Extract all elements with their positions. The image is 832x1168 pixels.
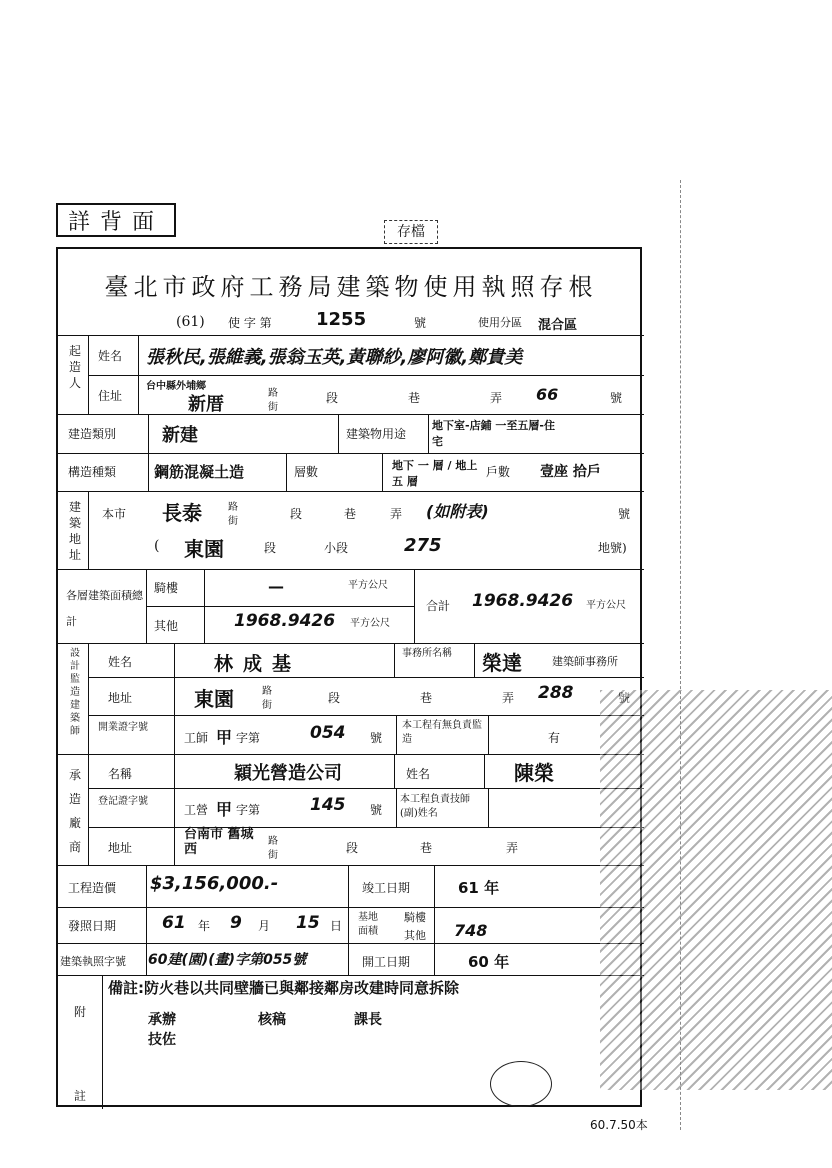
rule [88, 715, 644, 716]
issue-month-unit: 月 [258, 919, 271, 933]
rule [148, 414, 149, 491]
architect-signoff-label: 本工程有無負責監造 [402, 720, 482, 745]
architect-license-prefix: 工師 [184, 731, 209, 745]
contractor-address-label: 地址 [108, 841, 133, 855]
contractor-reg-no: 145 [310, 795, 346, 815]
site-district: 東園 [184, 537, 224, 561]
sign-2: 核稿 [258, 1012, 286, 1028]
contractor-person-label: 姓名 [406, 767, 431, 781]
use-value: 地下室-店鋪 一至五層-住宅 [432, 419, 555, 448]
number-value: 1255 [316, 309, 367, 330]
contractor-road-suffix: 路 街 [268, 836, 278, 861]
architect-license-grade: 甲 [216, 728, 233, 747]
households-value: 壹座 拾戶 [540, 464, 601, 480]
floors-value: 地下 一 層 / 地上 五 層 [392, 459, 478, 488]
contractor-reg-prefix: 工營 [184, 803, 209, 817]
contractor-name: 穎光營造公司 [234, 763, 342, 784]
archive-stamp: 存檔 [384, 220, 438, 244]
floors-label: 層數 [294, 465, 319, 479]
remarks-label-2: 註 [74, 1089, 87, 1103]
area-arcade-value: — [268, 577, 284, 596]
contractor-name-label: 名稱 [108, 767, 133, 781]
rule [488, 788, 489, 827]
rule [488, 715, 489, 754]
permit-form [56, 247, 642, 1107]
rule [102, 975, 103, 1109]
rule [396, 788, 397, 827]
structure-value: 鋼筋混凝土造 [154, 463, 245, 481]
contractor-reg-mid: 字第 [236, 803, 261, 817]
architect-name: 林成基 [214, 653, 302, 675]
site-lot-suffix: 地號) [598, 541, 627, 555]
issue-day: 15 [296, 913, 320, 933]
base-arcade-label: 騎樓 [404, 911, 426, 924]
site-num-suffix: 號 [618, 507, 631, 521]
contractor-reg-label: 登記證字號 [98, 796, 148, 807]
rule [434, 865, 435, 975]
remarks-text: 備註:防火巷以共同壁牆已與鄰接鄰房改建時同意拆除 [108, 979, 460, 997]
applicant-address-pre: 台中縣外埔鄉 [146, 381, 206, 392]
zone-value: 混合區 [538, 318, 578, 333]
architect-lane: 段 [328, 691, 341, 705]
base-label: 基地面積 [358, 912, 378, 937]
architect-office: 榮達 [482, 651, 522, 675]
rule [58, 414, 644, 415]
rule [394, 643, 395, 677]
contractor-reg-suffix: 號 [370, 803, 383, 817]
rule [88, 827, 644, 828]
base-other-value: 748 [454, 921, 488, 940]
applicant-num-suffix: 號 [610, 391, 623, 405]
architect-office-label: 事務所名稱 [402, 648, 452, 659]
architect-num-suffix: 號 [618, 691, 631, 705]
site-subsection: 小段 [324, 541, 349, 555]
contractor-reg-grade: 甲 [216, 800, 233, 819]
architect-license-mid: 字第 [236, 731, 261, 745]
footer-code: 60.7.50本 [590, 1118, 648, 1132]
sign-1: 承辦 技佐 [148, 1012, 176, 1048]
rule [474, 643, 475, 677]
applicant-name-label: 姓名 [98, 349, 123, 363]
use-label: 建築物用途 [346, 427, 407, 441]
applicant-number: 66 [536, 385, 559, 404]
applicant-lane: 段 [326, 391, 339, 405]
issue-year-unit: 年 [198, 919, 211, 933]
remarks-label-1: 附 [74, 1005, 87, 1019]
permit-label: 建築執照字號 [60, 955, 126, 968]
rule [88, 491, 89, 569]
contractor-person: 陳榮 [514, 761, 554, 785]
applicant-names: 張秋民,張維義,張翁玉英,黃聯紗,廖阿徽,鄭貴美 [146, 347, 523, 368]
site-city: 本市 [102, 507, 127, 521]
site-paren: ( [154, 538, 160, 554]
rule [428, 414, 429, 453]
architect-license-suffix: 號 [370, 731, 383, 745]
architect-office-suffix: 建築師事務所 [552, 655, 618, 668]
rule [414, 569, 415, 643]
rule [146, 865, 147, 975]
site-lane: 段 [290, 507, 303, 521]
area-arcade-label: 騎樓 [154, 581, 179, 595]
cost-label: 工程造價 [68, 881, 117, 895]
applicant-road: 新厝 [188, 394, 224, 415]
contractor-road: 台南市 舊城西 [184, 827, 254, 857]
finish-value: 61 年 [458, 879, 500, 897]
issue-day-unit: 日 [330, 919, 343, 933]
architect-license-no: 054 [310, 723, 346, 743]
start-label: 開工日期 [362, 955, 411, 969]
site-alley: 巷 [344, 507, 357, 521]
structure-label: 構造種類 [68, 465, 117, 479]
applicant-alley: 巷 [408, 391, 421, 405]
area-other-value: 1968.9426 [234, 611, 336, 631]
area-total-label: 合計 [426, 599, 451, 613]
rule [286, 453, 287, 491]
site-lot: 275 [404, 535, 442, 556]
applicant-road-suffix: 路 街 [268, 388, 278, 413]
architect-signoff-value: 有 [548, 731, 561, 745]
building-type: 新建 [162, 425, 198, 446]
area-total-value: 1968.9426 [472, 591, 574, 611]
rule [484, 754, 485, 788]
contractor-side-label: 承造廠商 [68, 768, 81, 854]
cost-value: $3,156,000.- [150, 873, 279, 894]
contractor-lane2: 弄 [506, 841, 519, 855]
contractor-alley: 巷 [420, 841, 433, 855]
architect-road: 東園 [194, 687, 234, 711]
applicant-lane2: 弄 [490, 391, 503, 405]
rule [58, 453, 644, 454]
architect-lane2: 弄 [502, 691, 515, 705]
page-edge [680, 180, 682, 1130]
households-label: 戶數 [486, 465, 511, 479]
zone-label: 使用分區 [478, 316, 522, 329]
number-label: 使 字 第 [228, 316, 272, 330]
architect-address-label: 地址 [108, 691, 133, 705]
rule [88, 375, 644, 376]
site-side-label: 建築地址 [68, 500, 81, 562]
base-other-label: 其他 [404, 929, 426, 942]
rule [58, 335, 644, 336]
architect-road-suffix: 路 街 [262, 686, 272, 711]
rule [174, 643, 175, 754]
rule [88, 754, 89, 865]
start-value: 60 年 [468, 953, 510, 971]
architect-alley: 巷 [420, 691, 433, 705]
building-type-label: 建造類別 [68, 427, 117, 441]
rule [396, 715, 397, 754]
rule [88, 788, 644, 789]
overlapping-page-shadow [600, 690, 832, 1090]
architect-number: 288 [538, 683, 574, 703]
area-total-unit: 平方公尺 [586, 600, 626, 611]
area-unit: 平方公尺 [348, 580, 388, 591]
architect-license-label: 開業證字號 [98, 722, 148, 733]
rule [58, 643, 644, 644]
rule [58, 491, 644, 492]
sign-3: 課長 [354, 1012, 382, 1028]
rule [338, 414, 339, 453]
rule [174, 754, 175, 865]
issue-year: 61 [162, 913, 186, 933]
applicant-address-label: 住址 [98, 389, 123, 403]
site-note: (如附表) [426, 502, 489, 521]
date-stamp [490, 1061, 552, 1107]
issue-label: 發照日期 [68, 919, 117, 933]
permit-value: 60建(園)(畫)字第055號 [148, 952, 307, 968]
area-label: 各層建築面積總計 [66, 589, 143, 628]
site-road: 長泰 [162, 501, 202, 525]
number-suffix: 號 [414, 316, 427, 330]
site-section: 段 [264, 541, 277, 555]
contractor-tech-label: 本工程負責技師(副)姓名 [400, 794, 470, 819]
architect-side-label: 設計監造建築師 [70, 648, 80, 737]
rule [348, 865, 349, 975]
rule [58, 975, 644, 976]
architect-name-label: 姓名 [108, 655, 133, 669]
rule [146, 606, 414, 607]
area-other-unit: 平方公尺 [350, 618, 390, 629]
rule [394, 754, 395, 788]
contractor-lane: 段 [346, 841, 359, 855]
rule [58, 754, 644, 755]
issue-month: 9 [230, 913, 242, 933]
number-prefix: (61) [176, 314, 205, 330]
applicant-side-label: 起造人 [68, 344, 81, 390]
finish-label: 竣工日期 [362, 881, 411, 895]
site-road-suffix: 路 街 [228, 502, 238, 527]
form-title: 臺北市政府工務局建築物使用執照存根 [104, 273, 598, 301]
rule [382, 453, 383, 491]
rule [88, 643, 89, 754]
area-other-label: 其他 [154, 619, 179, 633]
rule [88, 677, 644, 678]
back-side-tag: 詳背面 [56, 203, 176, 237]
site-lane2: 弄 [390, 507, 403, 521]
